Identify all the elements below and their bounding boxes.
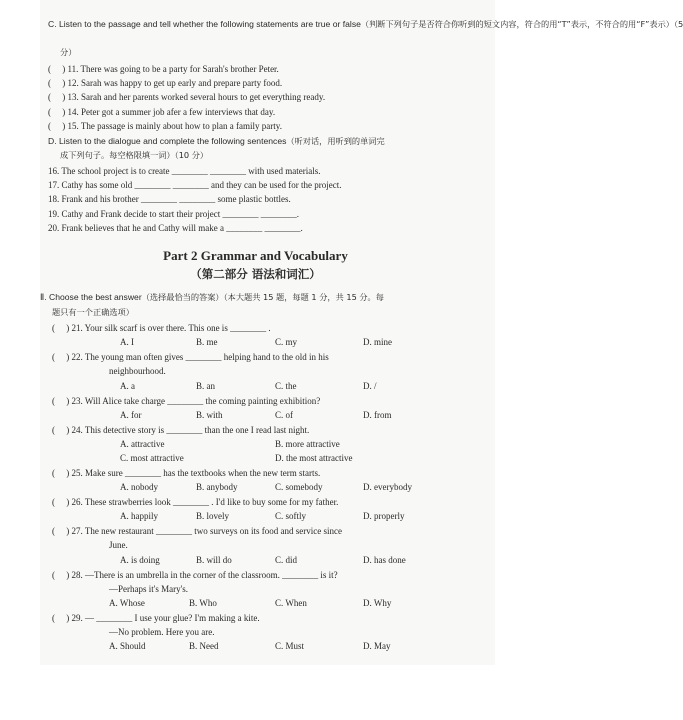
section-ii-instruction-cont: 题只有一个正确选项）: [52, 307, 134, 317]
section-d-instruction-cont: 成下列句子。每空格限填一词）（10 分）: [60, 150, 209, 160]
q23-option-c: C. of: [275, 410, 293, 420]
q27-option-c: C. did: [275, 555, 298, 565]
q25-option-b: B. anybody: [196, 482, 238, 492]
q25-option-c: C. somebody: [275, 482, 323, 492]
question-22: ( ) 22. The young man often gives ________ helping hand to the old in his: [52, 352, 329, 362]
q26-option-c: C. softly: [275, 511, 307, 521]
question-27-cont: June.: [109, 540, 128, 550]
q22-option-a: A. a: [120, 381, 135, 391]
q28-option-a: A. Whose: [109, 598, 145, 608]
item-17: 17. Cathy has some old ________ ________ and they can be used for the project.: [48, 180, 342, 190]
q29-option-a: A. Should: [109, 641, 146, 651]
q29-option-d: D. May: [363, 641, 391, 651]
q24-option-d: D. the most attractive: [275, 453, 353, 463]
q21-option-b: B. me: [196, 337, 218, 347]
q22-option-c: C. the: [275, 381, 297, 391]
q26-option-d: D. properly: [363, 511, 405, 521]
question-25: ( ) 25. Make sure ________ has the textbooks when the new term starts.: [52, 468, 321, 478]
q23-option-d: D. from: [363, 410, 392, 420]
item-15: ( ) 15. The passage is mainly about how to plan a family party.: [48, 121, 282, 131]
section-c-instruction: C. Listen to the passage and tell whether the following statements are true or false（判断下列句子是否符合你听到的短文内容，符合的用“T”表示，不符合的用“F”表示）（5: [48, 19, 683, 29]
q28-option-b: B. Who: [189, 598, 217, 608]
q21-option-d: D. mine: [363, 337, 392, 347]
question-24: ( ) 24. This detective story is ________ than the one I read last night.: [52, 425, 310, 435]
q24-option-c: C. most attractive: [120, 453, 184, 463]
section-c-instruction-cont: 分）: [60, 47, 77, 57]
q24-option-a: A. attractive: [120, 439, 165, 449]
q26-option-b: B. lovely: [196, 511, 229, 521]
q29-option-c: C. Must: [275, 641, 305, 651]
question-27: ( ) 27. The new restaurant ________ two surveys on its food and service since: [52, 526, 343, 536]
q22-option-d: D. /: [363, 381, 377, 391]
q29-option-b: B. Need: [189, 641, 219, 651]
question-28-cont: —Perhaps it's Mary's.: [109, 584, 188, 594]
item-14: ( ) 14. Peter got a summer job afer a few interviews that day.: [48, 107, 276, 117]
q23-option-a: A. for: [120, 410, 142, 420]
q23-option-b: B. with: [196, 410, 223, 420]
q27-option-d: D. has done: [363, 555, 406, 565]
q24-option-b: B. more attractive: [275, 439, 340, 449]
q27-option-b: B. will do: [196, 555, 232, 565]
part-title: Part 2 Grammar and Vocabulary: [163, 248, 348, 263]
question-26: ( ) 26. These strawberries look ________ . I'd like to buy some for my father.: [52, 497, 339, 507]
q25-option-d: D. everybody: [363, 482, 412, 492]
q21-option-a: A. I: [120, 337, 134, 347]
q22-option-b: B. an: [196, 381, 215, 391]
item-20: 20. Frank believes that he and Cathy will make a ________ ________.: [48, 223, 303, 233]
item-19: 19. Cathy and Frank decide to start their project ________ ________.: [48, 209, 299, 219]
q28-option-c: C. When: [275, 598, 307, 608]
section-d-instruction: D. Listen to the dialogue and complete the following sentences（听对话，用听到的单词完: [48, 136, 385, 146]
item-16: 16. The school project is to create ________ ________ with used materials.: [48, 166, 321, 176]
q25-option-a: A. nobody: [120, 482, 158, 492]
q28-option-d: D. Why: [363, 598, 392, 608]
question-28: ( ) 28. —There is an umbrella in the corner of the classroom. ________ is it?: [52, 570, 338, 580]
question-29: ( ) 29. — ________ I use your glue? I'm making a kite.: [52, 613, 260, 623]
question-21: ( ) 21. Your silk scarf is over there. This one is ________ .: [52, 323, 271, 333]
question-22-cont: neighbourhood.: [109, 366, 166, 376]
q21-option-c: C. my: [275, 337, 298, 347]
section-ii-instruction: Ⅱ. Choose the best answer（选择最恰当的答案）（本大题共 15 题，每题 1 分，共 15 分。每: [40, 292, 384, 302]
q26-option-a: A. happily: [120, 511, 158, 521]
item-11: ( ) 11. There was going to be a party for Sarah's brother Peter.: [48, 64, 279, 74]
item-12: ( ) 12. Sarah was happy to get up early and prepare party food.: [48, 78, 283, 88]
item-18: 18. Frank and his brother ________ ________ some plastic bottles.: [48, 194, 291, 204]
item-13: ( ) 13. Sarah and her parents worked several hours to get everything ready.: [48, 92, 326, 102]
q27-option-a: A. is doing: [120, 555, 160, 565]
question-23: ( ) 23. Will Alice take charge ________ the coming painting exhibition?: [52, 396, 321, 406]
part-subtitle: （第二部分 语法和词汇）: [190, 267, 321, 281]
question-29-cont: —No problem. Here you are.: [109, 627, 215, 637]
